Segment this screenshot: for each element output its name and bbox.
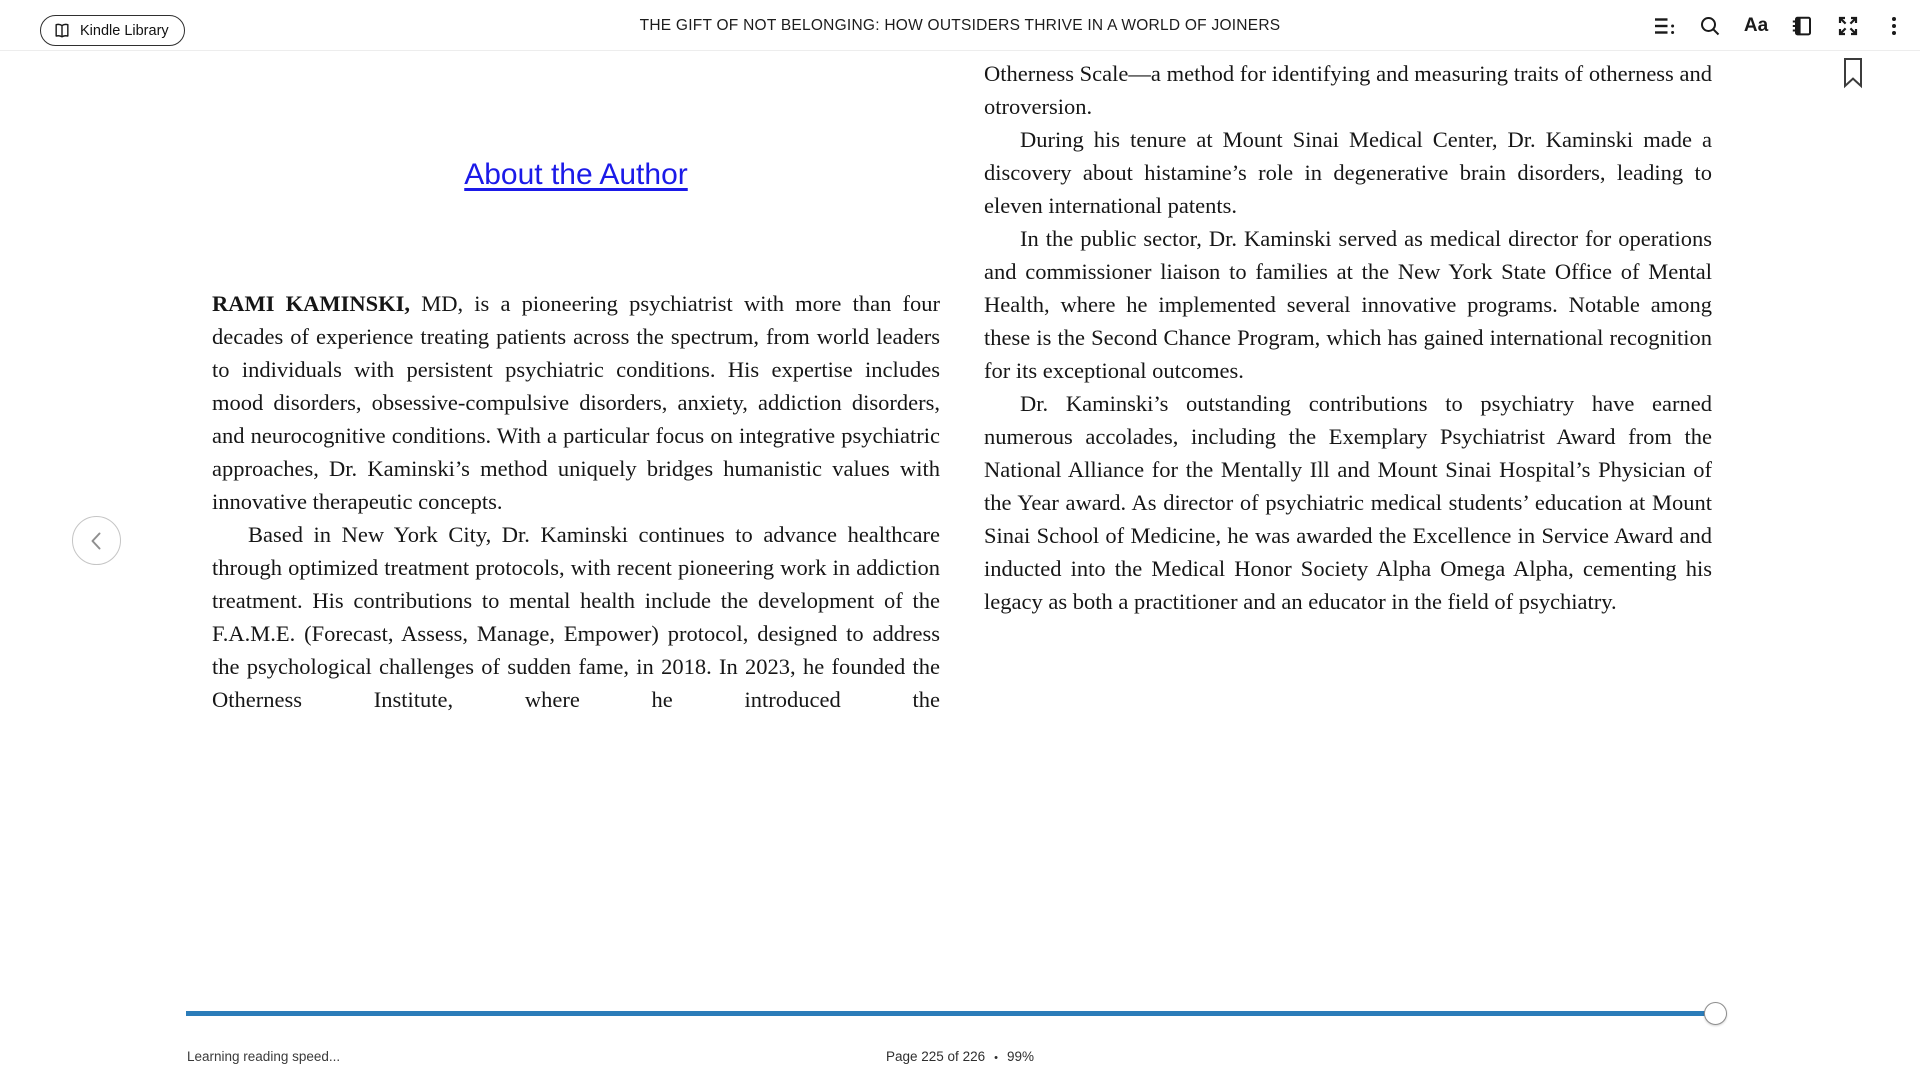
- author-name-bold: RAMI KAMINSKI,: [212, 291, 411, 316]
- kindle-library-button[interactable]: [40, 15, 185, 46]
- kebab-menu-icon: [1882, 14, 1906, 38]
- more-options-button[interactable]: [1871, 5, 1917, 47]
- progress-handle[interactable]: [1704, 1002, 1727, 1025]
- percent-label: 99%: [1006, 1049, 1034, 1064]
- paragraph: Based in New York City, Dr. Kaminski continues to advance healthcare through optimized treatment protocols, with recent pioneering work in addiction treatment. His contributions to mental health include the development of the F.A.M.E. (Forecast, Assess, Manage, Empower) protocol, designed to address the psychological challenges of sudden fame, in 2018. In 2023, he founded the Otherness Institute, where he introduced the: [212, 522, 940, 712]
- progress-fill: [186, 1011, 1715, 1016]
- paragraph: In the public sector, Dr. Kaminski served as medical director for operations and commissioner liaison to families at the New York State Office of Mental Health, where he implemented several innovative programs. Notable among these is the Second Chance Program, which has gained international recognition for its exceptional outcomes.: [984, 226, 1712, 383]
- paragraph: [212, 287, 940, 518]
- progress-slider[interactable]: [186, 1011, 1730, 1016]
- page-layout-button[interactable]: [1779, 5, 1825, 47]
- search-button[interactable]: [1687, 5, 1733, 47]
- bookmark-icon: [1841, 57, 1867, 89]
- kindle-library-label: Kindle Library: [80, 22, 169, 39]
- font-settings-aa-icon: Aa: [1743, 14, 1769, 36]
- right-column: [984, 57, 1712, 618]
- open-book-icon: [52, 21, 72, 41]
- paragraph: Otherness Scale—a method for identifying and measuring traits of otherness and otroversion.: [984, 61, 1712, 119]
- font-settings-button[interactable]: [1733, 5, 1779, 47]
- notes-list-icon: [1652, 14, 1676, 38]
- page-label: Page 225 of 226: [886, 1049, 986, 1064]
- book-title: THE GIFT OF NOT BELONGING: HOW OUTSIDERS THRIVE IN A WORLD OF JOINERS: [639, 16, 1281, 34]
- notes-toc-button[interactable]: [1641, 5, 1687, 47]
- paragraph-text: MD, is a pioneering psychiatrist with more than four decades of experience treating patients across the spectrum, from world leaders to individuals with persistent psychiatric conditions. His expertise includes mood disorders, obsessive-compulsive disorders, anxiety, addiction disorders, and neurocognitive conditions. With a particular focus on integrative psychiatric approaches, Dr. Kaminski’s method uniquely bridges humanistic values with innovative therapeutic concepts.: [212, 291, 940, 514]
- page-layout-notebook-icon: [1790, 14, 1814, 38]
- paragraph: Dr. Kaminski’s outstanding contributions to psychiatry have earned numerous accolades, including the Exemplary Psychiatrist Award from the National Alliance for the Mentally Ill and Mount Sinai Hospital’s Physician of the Year award. As director of psychiatric medical students’ education at Mount Sinai School of Medicine, he was awarded the Excellence in Service Award and inducted into the Medical Honor Society Alpha Omega Alpha, cementing his legacy as both a practitioner and an educator in the field of psychiatry.: [984, 391, 1712, 614]
- bookmark-button[interactable]: [1841, 56, 1867, 90]
- search-icon: [1698, 14, 1722, 38]
- page-indicator: [0, 1049, 1920, 1064]
- fullscreen-button[interactable]: [1825, 5, 1871, 47]
- about-the-author-link[interactable]: About the Author: [464, 158, 688, 191]
- separator-dot: •: [994, 1052, 998, 1064]
- paragraph: During his tenure at Mount Sinai Medical Center, Dr. Kaminski made a discovery about histamine’s role in degenerative brain disorders, leading to eleven international patents.: [984, 127, 1712, 218]
- topbar-icon-group: [1641, 0, 1917, 51]
- chevron-left-icon: [87, 530, 107, 552]
- left-column: [212, 0, 940, 716]
- previous-page-button[interactable]: [72, 516, 121, 565]
- section-heading: [212, 158, 940, 192]
- fullscreen-expand-icon: [1836, 14, 1860, 38]
- reading-speed-status: Learning reading speed...: [187, 1049, 341, 1064]
